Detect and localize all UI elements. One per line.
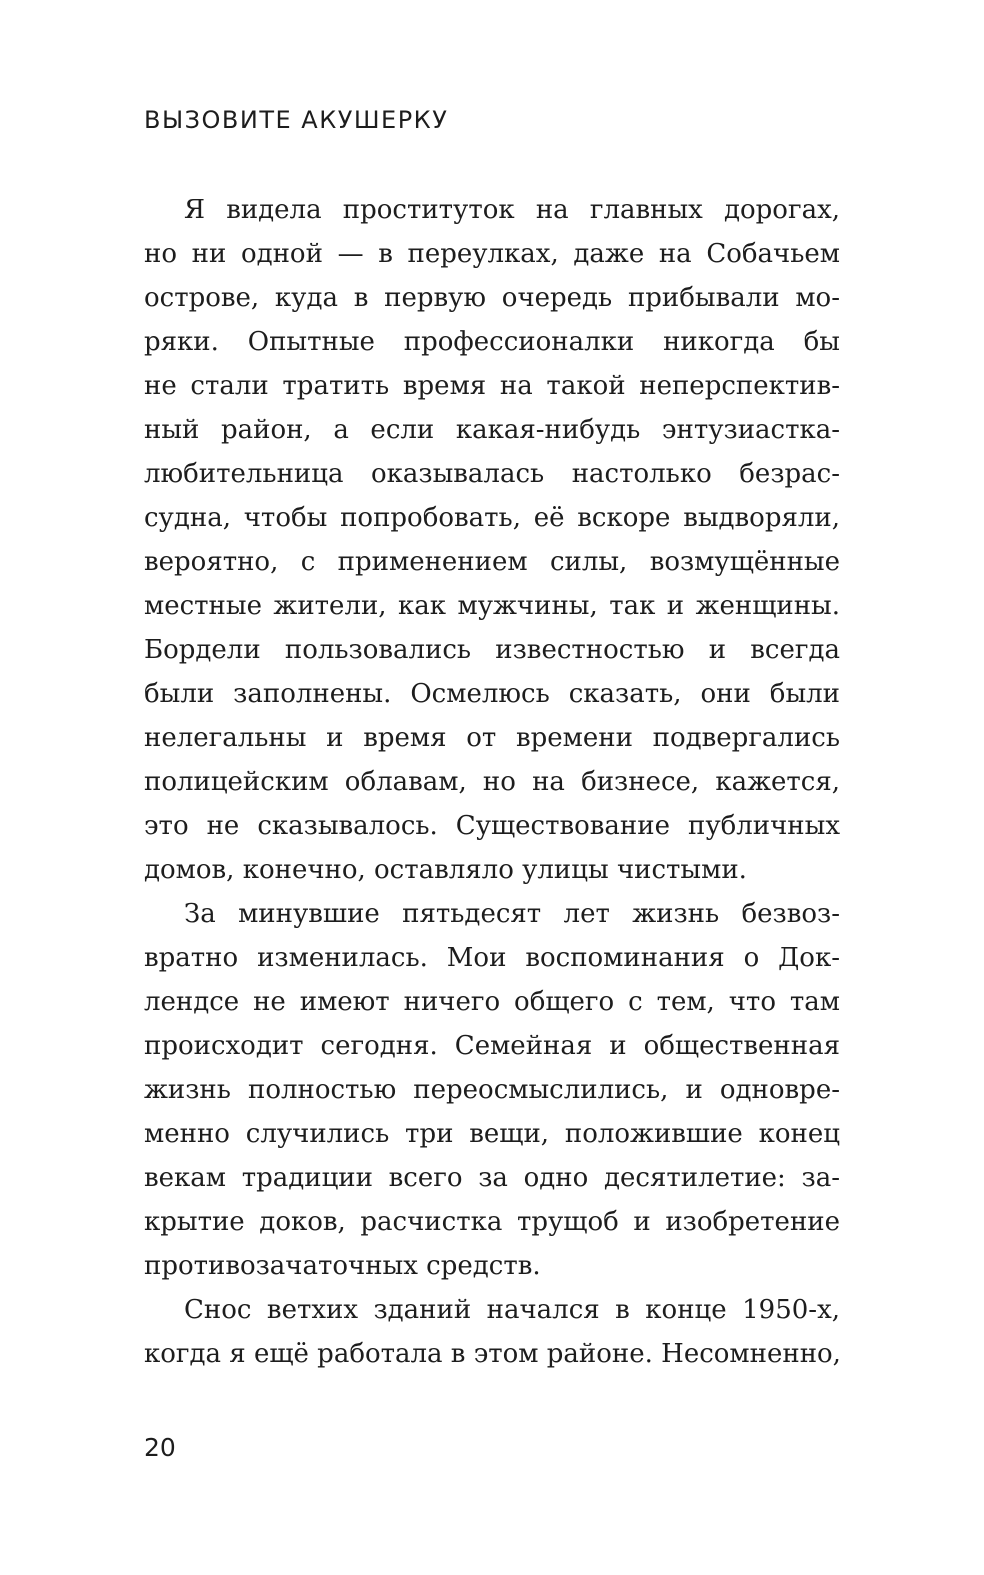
- text-line: вероятно, с применением силы, возмущённые: [144, 547, 840, 577]
- text-line: ряки. Опытные профессионалки никогда бы: [144, 327, 840, 357]
- body-text: [144, 188, 840, 1376]
- text-line: нелегальны и время от времени подвергались: [144, 723, 840, 753]
- text-line: домов, конечно, оставляло улицы чистыми.: [144, 855, 747, 885]
- text-line: противозачаточных средств.: [144, 1251, 541, 1281]
- text-line: лендсе не имеют ничего общего с тем, что там: [144, 987, 840, 1017]
- running-header: ВЫЗОВИТЕ АКУШЕРКУ: [144, 106, 449, 134]
- text-line: местные жители, как мужчины, так и женщины.: [144, 591, 840, 621]
- paragraph: [144, 1288, 840, 1376]
- text-line: это не сказывалось. Существование публичных: [144, 811, 840, 841]
- text-line: полицейским облавам, но на бизнесе, кажется,: [144, 767, 840, 797]
- text-line: острове, куда в первую очередь прибывали мо-: [144, 283, 840, 313]
- text-line: Бордели пользовались известностью и всегда: [144, 635, 840, 665]
- text-line: но ни одной — в переулках, даже на Собачьем: [144, 239, 840, 269]
- paragraph: [144, 892, 840, 1288]
- text-line: жизнь полностью переосмыслились, и одновре-: [144, 1075, 840, 1105]
- text-line: крытие доков, расчистка трущоб и изобретение: [144, 1207, 840, 1237]
- text-line: любительница оказывалась настолько безрас-: [144, 459, 840, 489]
- text-line: Снос ветхих зданий начался в конце 1950-х,: [184, 1295, 840, 1325]
- text-line: когда я ещё работала в этом районе. Несомненно,: [144, 1339, 841, 1369]
- text-line: Я видела проституток на главных дорогах,: [184, 195, 840, 225]
- text-line: не стали тратить время на такой неперспектив-: [144, 371, 840, 401]
- text-line: За минувшие пятьдесят лет жизнь безвоз-: [184, 899, 840, 929]
- text-line: были заполнены. Осмелюсь сказать, они были: [144, 679, 840, 709]
- text-line: вратно изменилась. Мои воспоминания о Док-: [144, 943, 840, 973]
- text-line: менно случились три вещи, положившие конец: [144, 1119, 840, 1149]
- text-line: ный район, а если какая-нибудь энтузиастка-: [144, 415, 840, 445]
- paragraph: [144, 188, 840, 892]
- text-line: происходит сегодня. Семейная и общественная: [144, 1031, 840, 1061]
- page-number: 20: [144, 1433, 176, 1462]
- text-line: судна, чтобы попробовать, её вскоре выдворяли,: [144, 503, 840, 533]
- text-line: векам традиции всего за одно десятилетие: за-: [144, 1163, 840, 1193]
